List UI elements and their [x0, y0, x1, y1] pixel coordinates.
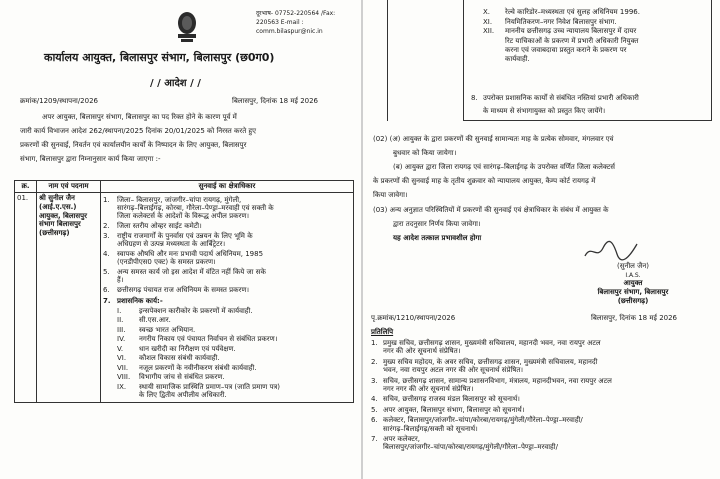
list-item: के लिए द्वितीय अपीलीय अधिकारी. — [139, 390, 227, 399]
list-item: X. रेल्वे कारिडोर–मध्यस्थता एवं सुलह अधिनियम 1996. — [483, 8, 640, 16]
admin-heading: 7. प्रशासनिक कार्य:- — [103, 296, 163, 305]
list-item: 5. अपर आयुक्त, बिलासपुर संभाग, बिलासपुर को सूचनार्थ। — [371, 405, 525, 414]
order-heading: / / आदेश / / — [150, 78, 201, 89]
officer-post: आयुक्त, बिलासपुर — [39, 211, 87, 220]
list-item: 7. अपर कलेक्टर, बिलासपुर/जांजगीर–चांपा/कोरबा/रायगढ़/मुंगेली/गौरेला–पेण्ड्रा–मरवाही/ — [371, 434, 558, 452]
list-item: VIII. विभागीय जांच से संबंधित प्रकरण. — [117, 373, 225, 382]
list-item: VI. कौशल विकास संबंधी कार्यवाही. — [117, 354, 220, 363]
item-8-line: उपरोक्त प्रशासनिक कार्यों से संबंधित नस्तियां प्रभारी अधिकारी — [483, 94, 639, 102]
contact-email: comm.bilaspur@nic.in — [256, 28, 323, 35]
signatory-service: I.A.S. — [625, 272, 641, 279]
order-page-right — [363, 0, 720, 479]
row-serial: 01. — [15, 193, 37, 403]
admin-task-list-continued — [483, 8, 707, 66]
jurisdiction-table — [14, 180, 354, 403]
para-02-line: बुधवार को किया जायेगा। — [393, 149, 457, 157]
para-02-line: के प्रकरणों की सुनवाई माह के तृतीय शुक्रवार को न्यायालय आयुक्त, कैम्प कोर्ट रायगढ़ में — [373, 177, 596, 185]
list-item: 1. जिला– बिलासपुर, जांजगीर–चांपा रायगढ़, मुंगेली, सारंगढ़–बिलाईगढ़, कोरबा, गौरेला–पेण्ड्रा–मरवाही एवं सक्ती के जिला कलेक्टर्स के आदेशों के विरूद्ध अपील प्रकरण। — [103, 196, 274, 221]
col-header-jurisdiction: सुनवाई का क्षेत्राधिकार — [101, 181, 354, 193]
list-item: IV. नगरीय निकाय एवं पंचायत निर्वाचन से संबंधित प्रकरण। — [117, 335, 278, 344]
officer-cell — [37, 193, 101, 403]
item-8-line: के माध्यम से संभागायुक्त को प्रस्तुत किए जायेंगे। — [483, 107, 606, 115]
signatory-name: (सुनील जैन) — [617, 262, 649, 270]
list-item: 2. जिला स्तरीय ओव्हर साईट कमेटी। — [103, 222, 202, 231]
para-02-line: (02) (अ) आयुक्त के द्वारा प्रकरणों की सुनवाई सामान्यतः माह के प्रत्येक सोमवार, मंगलवार एवं — [373, 135, 614, 143]
para-02-line: किया जावेगा। — [373, 191, 408, 199]
order-place-date: बिलासपुर, दिनांक 18 मई 2026 — [232, 97, 319, 105]
list-item: 6. कलेक्टर, बिलासपुर/जांजगीर–चांपा/कोरबा/रायगढ़/मुंगेली/गौरेला–पेण्ड्रा–मरवाही/ सारंगढ़–बिलाईगढ़/सक्ती को सूचनार्थ। — [371, 416, 583, 433]
signatory-state: (छत्तीसगढ़) — [617, 297, 649, 305]
copy-to-list — [371, 339, 699, 454]
intro-line: संभाग, बिलासपुर द्वारा निम्नानुसार कार्य किया जाएगा :- — [20, 155, 161, 163]
officer-office: संभाग बिलासपुर — [39, 220, 81, 229]
list-item: 6. छत्तीसगढ़ पंचायत राज अधिनियम के समस्त प्रकरण। — [103, 286, 250, 295]
endorsement-number: पृ.क्रमांक/1210/स्थापना/2026 — [371, 314, 456, 322]
list-item: III. स्वच्छ भारत अभियान. — [117, 325, 196, 334]
list-item: II. सी.एस.आर. — [117, 316, 171, 325]
list-item: 2. मुख्य सचिव महोदय, के अवर सचिव, छत्तीसगढ़ शासन, मुख्यमंत्री सचिवालय, महानदी भवन, नवा रायपुर अटल नगर की ओर सूचनार्थ संप्रेषित। — [371, 357, 598, 375]
list-item: VII. नजूल प्रकरणों के नवीनीकरण संबंधी कार्यवाही. — [117, 363, 257, 372]
item-8-number: 8. — [471, 94, 478, 102]
list-item: XI. नियमितिकरण–नगर निवेश बिलासपुर संभाग. — [483, 17, 617, 26]
col-header-serial: क्र. — [15, 181, 37, 193]
jurisdiction-cell — [101, 193, 354, 403]
officer-state: (छत्तीसगढ़) — [39, 229, 70, 237]
state-emblem-icon — [172, 10, 202, 44]
list-item: 4. स्वापक औषधि और मनः प्रभावी पदार्थ अधिनियम, 1985 (एनडीपीएस0 एक्ट) के समस्त प्रकरण। — [103, 250, 264, 267]
list-item: XII. माननीय छत्तीसगढ़ उच्च न्यायालय बिलासपुर में दायर रिट याचिकाओं के प्रकरण में प्रभारी अधिकारी नियुक्त करना एवं जवाबदावा प्रस्तुत कराने के प्रकरण पर कार्यवाही. — [483, 27, 639, 64]
para-03-line: द्वारा तदनुसार निर्णय किया जावेगा। — [393, 220, 481, 228]
signature-icon — [581, 238, 641, 262]
intro-line: जारी कार्य विभाजन आदेश 262/स्थापना/2025 दिनांक 20/01/2025 को निरस्त करते हुए — [20, 127, 256, 135]
endorsement-date: बिलासपुर, दिनांक 18 मई 2026 — [591, 314, 678, 322]
intro-line: अपर आयुक्त, बिलासपुर संभाग, बिलासपुर का पद रिक्त होने के कारण पूर्व में — [42, 113, 237, 121]
table-row — [15, 193, 354, 403]
para-02-line: (ब) आयुक्त द्वारा जिला रायगढ़ एवं सारंगढ़–बिलाईगढ़ के उपरोक्त वर्णित जिला कलेक्टर्स — [393, 163, 615, 171]
officer-service: (आई.ए.एस.) — [39, 202, 77, 211]
contact-phone: दूरभाष- 07752-220564 /Fax: — [256, 10, 336, 17]
list-item: 4. सचिव, छत्तीसगढ़ राजस्व मंडल बिलासपुर को सूचनार्थ। — [371, 395, 520, 404]
effective-note: यह आदेश तत्काल प्रभावशील होगा — [393, 234, 482, 242]
officer-name: श्री सुनील जैन — [39, 194, 75, 202]
copy-to-heading: प्रतिलिपि — [371, 328, 394, 336]
signatory-office: बिलासपुर संभाग, बिलासपुर — [597, 288, 669, 296]
list-item: V. धान खरीदी का निरीक्षण एवं पर्यवेक्षण. — [117, 344, 236, 353]
list-item: IX. स्थायी सामाजिक प्रास्थिति प्रमाण–पत्र (जाति प्रमाण पत्र) — [117, 382, 281, 391]
list-item: 3. सचिव, छत्तीसगढ़ शासन, सामान्य प्रशासनविभाग, मंत्रालय, महानदीभवन, नवा रायपुर अटल नगर नगर की ओर सूचनार्थ संप्रेषित। — [371, 376, 612, 393]
contact-email-label: 220563 E-mail : — [256, 19, 304, 26]
list-item: 3. राष्ट्रीय राजमार्गों के पुनर्वास एवं उन्नयन के लिए भूमि के अधिग्रहण से उत्पन्न मध्यस्थता के आर्बिट्रेटर। — [103, 232, 253, 249]
signatory-post: आयुक्त — [623, 279, 643, 287]
signature-block — [563, 262, 703, 306]
jurisdiction-list — [103, 196, 351, 305]
para-03-line: (03) अन्य अनुज्ञात परिस्थितियों में प्रकरणों की सुनवाई एवं क्षेत्राधिकार के संबंध में आयुक्त के — [373, 206, 609, 214]
admin-task-list — [117, 307, 351, 399]
list-item: I. इन्सपेक्शन कारीकोर के प्रकरणों में कार्यवाही. — [117, 306, 253, 315]
intro-line: प्रकरणों की सुनवाई, निवर्तन एवं कार्यालयीन कार्यों के निष्पादन के लिए आयुक्त, बिलासपुर — [20, 141, 247, 149]
table-header-row — [15, 181, 354, 193]
list-item: 5. अन्य समस्त कार्य जो इस आदेश में वंटित नहीं किये जा सके हैं। — [103, 268, 266, 285]
office-title: कार्यालय आयुक्त, बिलासपुर संभाग, बिलासपुर (छ0ग0) — [44, 51, 275, 64]
order-number: क्रमांक/1209/स्थापना/2026 — [20, 97, 98, 105]
col-header-name: नाम एवं पदनाम — [37, 181, 101, 193]
list-item: 1. प्रमुख सचिव, छत्तीसगढ़ शासन, मुख्यमंत्री सचिवालय, महानदी भवन, नवा रायपुर अटल नगर की ओर सूचनार्थ संप्रेषित। — [371, 339, 601, 356]
